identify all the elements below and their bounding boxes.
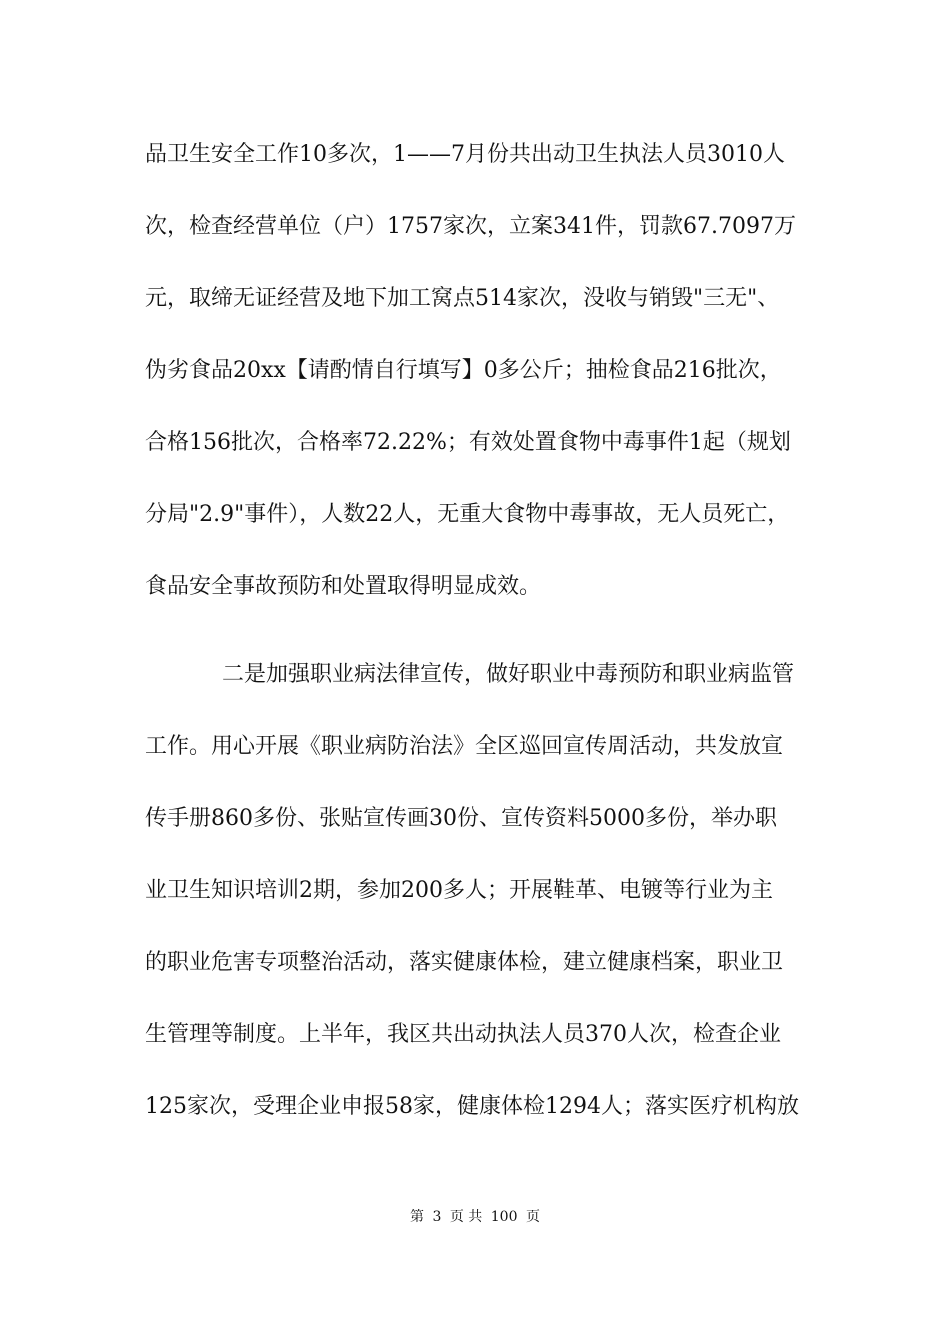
text-line: 品卫生安全工作10多次，1——7月份共出动卫生执法人员3010人 bbox=[145, 142, 785, 167]
text-line: 分局"2.9"事件），人数22人，无重大食物中毒事故，无人员死亡， bbox=[145, 502, 790, 527]
text-line: 125家次，受理企业申报58家，健康体检1294人；落实医疗机构放 bbox=[145, 1094, 799, 1119]
footer-middle: 页 共 bbox=[449, 1209, 483, 1225]
text-line: 元，取缔无证经营及地下加工窝点514家次，没收与销毁"三无"、 bbox=[145, 286, 780, 311]
text-line: 伪劣食品20xx【请酌情自行填写】0多公斤；抽检食品216批次， bbox=[145, 358, 782, 383]
text-line: 次，检查经营单位（户）1757家次，立案341件，罚款67.7097万 bbox=[145, 214, 796, 239]
text-line: 传手册860多份、张贴宣传画30份、宣传资料5000多份，举办职 bbox=[145, 806, 777, 831]
text-line: 业卫生知识培训2期，参加200多人；开展鞋革、电镀等行业为主 bbox=[145, 878, 773, 903]
text-line: 食品安全事故预防和处置取得明显成效。 bbox=[145, 574, 542, 599]
page-footer bbox=[0, 1207, 950, 1227]
text-line: 二是加强职业病法律宣传，做好职业中毒预防和职业病监管 bbox=[222, 662, 795, 687]
current-page-number: 3 bbox=[432, 1209, 442, 1225]
text-line: 合格156批次，合格率72.22%；有效处置食物中毒事件1起（规划 bbox=[145, 430, 791, 455]
text-line: 生管理等制度。上半年，我区共出动执法人员370人次，检查企业 bbox=[145, 1022, 781, 1047]
text-line: 工作。用心开展《职业病防治法》全区巡回宣传周活动，共发放宣 bbox=[145, 734, 784, 759]
text-line: 的职业危害专项整治活动，落实健康体检，建立健康档案，职业卫 bbox=[145, 950, 784, 975]
footer-suffix: 页 bbox=[525, 1209, 540, 1225]
total-page-count: 100 bbox=[490, 1209, 518, 1225]
footer-prefix: 第 bbox=[410, 1209, 425, 1225]
